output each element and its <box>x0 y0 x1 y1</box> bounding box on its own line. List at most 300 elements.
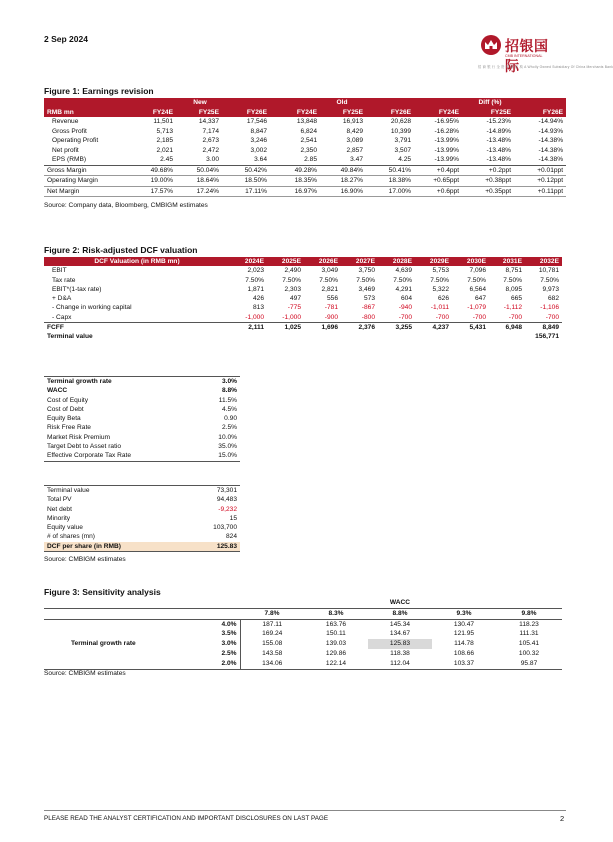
table-cell: 2,821 <box>321 285 338 293</box>
table-cell: 8.8% <box>221 387 237 395</box>
table-cell: 7.50% <box>356 276 375 284</box>
table-cell: 163.76 <box>304 619 368 629</box>
dcf-assumptions-wrap <box>44 376 240 462</box>
row-label: WACC <box>47 387 68 395</box>
table-row <box>44 619 562 629</box>
row-label: Gross Profit <box>52 127 87 135</box>
table-cell: 4,639 <box>395 267 412 275</box>
page-number: 2 <box>560 814 565 823</box>
table-cell: 2,111 <box>248 324 264 332</box>
table-row <box>44 514 240 523</box>
table-cell: 6,948 <box>505 324 522 332</box>
sensitivity-table <box>44 598 562 670</box>
figure2-table-wrap <box>44 257 562 342</box>
table-cell: 111.31 <box>519 630 539 638</box>
table-cell: 10,781 <box>538 267 559 275</box>
row-label: Equity value <box>47 524 83 532</box>
table-cell: 143.58 <box>262 649 283 657</box>
row-label: Total PV <box>47 496 72 504</box>
table-cell: 95.87 <box>496 659 562 669</box>
column-header: 2030E <box>452 257 489 266</box>
table-cell: 0.90 <box>224 415 237 423</box>
row-label: EPS (RMB) <box>44 155 130 165</box>
table-cell: 103.37 <box>432 659 496 669</box>
figure1-column-header-row <box>44 108 566 118</box>
table-cell: 1,871 <box>247 285 264 293</box>
table-cell: -1,079 <box>467 304 486 312</box>
table-cell: 134.06 <box>240 659 304 669</box>
wacc-value: 8.8% <box>368 608 432 619</box>
table-row <box>44 136 566 146</box>
column-header: FY26E <box>366 108 414 118</box>
table-cell: -700 <box>378 313 415 323</box>
row-label: Net Margin <box>44 186 130 197</box>
table-cell: 49.84% <box>320 165 366 176</box>
table-cell: 150.11 <box>326 630 346 638</box>
table-cell: -14.89% <box>486 127 512 135</box>
table-row <box>44 276 562 285</box>
table-cell: 3,002 <box>250 146 268 154</box>
table-cell: 118.23 <box>496 619 562 629</box>
table-row <box>44 659 562 669</box>
row-label: Net profit <box>52 146 79 154</box>
table-row <box>44 505 240 514</box>
table-row <box>44 176 566 187</box>
table-cell: +0.01ppt <box>514 165 566 176</box>
table-cell: +0.2ppt <box>462 165 514 176</box>
row-label: Market Risk Premium <box>47 433 111 441</box>
table-cell: 7.50% <box>282 276 301 284</box>
table-cell: 16.97% <box>270 186 320 197</box>
table-cell: -775 <box>287 304 301 312</box>
growth-rate-cell <box>44 649 240 659</box>
wacc-label-row <box>44 598 562 608</box>
table-row <box>44 532 240 541</box>
table-cell: 114.78 <box>454 640 474 648</box>
table-cell: 105.41 <box>518 640 540 648</box>
table-cell: 35.0% <box>218 443 237 451</box>
table-cell: 125.83 <box>368 639 432 649</box>
group-header-new: New <box>130 98 270 108</box>
table-cell: -13.48% <box>486 146 512 154</box>
table-cell: -700 <box>452 313 489 323</box>
table-cell: 8,751 <box>505 267 522 275</box>
table-cell: 10.0% <box>218 433 237 441</box>
table-row <box>44 414 240 423</box>
row-label: EBIT <box>52 267 67 275</box>
wacc-label: WACC <box>389 599 411 606</box>
table-cell: -1,000 <box>267 313 304 323</box>
column-header: FY26E <box>222 108 270 118</box>
table-cell: 3.00 <box>176 155 222 165</box>
wacc-value: 9.8% <box>496 608 562 619</box>
table-cell: 4,237 <box>432 324 449 332</box>
table-cell: 156,771 <box>535 333 559 341</box>
figure1-group-header-row <box>44 98 566 108</box>
table-row <box>44 423 240 432</box>
wacc-value: 7.8% <box>240 608 304 619</box>
growth-rate-value: 2.5% <box>221 649 237 657</box>
logo-text-cn: 招银国际 <box>505 39 549 75</box>
table-cell: 50.04% <box>176 165 222 176</box>
table-cell: 3,246 <box>250 137 268 144</box>
table-row <box>44 433 240 442</box>
earnings-revision-table <box>44 98 566 197</box>
table-cell: 2.45 <box>130 155 176 165</box>
column-header: 2032E <box>525 257 562 266</box>
growth-rate-cell <box>44 639 240 649</box>
table-cell: 3,255 <box>395 324 412 332</box>
row-label: + D&A <box>52 295 72 303</box>
table-row <box>44 405 240 414</box>
table-cell: -13.99% <box>434 146 460 154</box>
column-header: FY25E <box>176 108 222 118</box>
dcf-per-share-value: 125.83 <box>194 542 240 552</box>
table-cell: 18.27% <box>320 176 366 187</box>
table-cell: 18.35% <box>270 176 320 187</box>
table-cell: 18.38% <box>366 176 414 187</box>
table-cell: +0.12ppt <box>514 176 566 187</box>
table-cell: 4,291 <box>395 285 412 293</box>
table-cell: -14.93% <box>538 127 564 135</box>
column-header: 2029E <box>415 257 452 266</box>
table-cell: 15 <box>229 514 237 522</box>
table-cell: -1,106 <box>540 304 559 312</box>
table-cell: 7.50% <box>245 276 264 284</box>
table-cell: 100.32 <box>518 649 540 657</box>
table-cell: 2,490 <box>284 267 301 275</box>
table-cell: 626 <box>437 295 449 303</box>
table-cell: 5,431 <box>469 324 486 332</box>
table-cell: 6,564 <box>469 285 486 293</box>
growth-rate-cell <box>44 619 240 629</box>
table-cell: 7.50% <box>393 276 412 284</box>
table-cell: 17.57% <box>130 186 176 197</box>
dcf-equity-table <box>44 485 240 552</box>
report-date: 2 Sep 2024 <box>44 34 88 44</box>
table-cell: -1,112 <box>503 304 522 312</box>
footer-divider <box>44 810 566 811</box>
table-cell: -15.23% <box>486 118 512 125</box>
table-cell: +0.35ppt <box>462 186 514 197</box>
table-cell: 18.50% <box>222 176 270 187</box>
table-row <box>44 266 562 275</box>
table-row <box>44 629 562 639</box>
wacc-value: 8.3% <box>304 608 368 619</box>
wacc-values-row <box>44 608 562 619</box>
table-cell: -900 <box>304 313 341 323</box>
table-cell: 1,696 <box>321 324 338 332</box>
table-cell: 4.25 <box>366 155 414 165</box>
table-cell: 682 <box>547 295 559 303</box>
table-cell: 3,469 <box>358 285 375 293</box>
table-cell: 13,848 <box>296 118 318 125</box>
table-cell: -9,232 <box>218 505 237 513</box>
table-cell: 121.95 <box>453 630 475 638</box>
table-cell: 139.03 <box>325 640 347 648</box>
table-cell: 7.50% <box>540 276 559 284</box>
table-cell: 5,322 <box>432 285 449 293</box>
table-cell: 2,857 <box>346 146 364 154</box>
table-cell: 9,973 <box>542 285 559 293</box>
table-cell: -13.48% <box>486 137 512 144</box>
table-cell: -13.48% <box>462 155 514 165</box>
table-cell: 10,399 <box>390 127 412 135</box>
logo-tagline: 招 商 银 行 全 资 附 属 机 构 A Wholly Owned Subsidiary Of China Merchants Bank <box>478 65 613 69</box>
row-label: Terminal growth rate <box>44 377 194 387</box>
table-row <box>44 451 240 461</box>
row-label: DCF per share (in RMB) <box>44 542 194 552</box>
table-cell: 426 <box>252 295 264 303</box>
table-cell: 18.64% <box>176 176 222 187</box>
table-cell: -14.38% <box>538 146 564 154</box>
table-cell: 6,824 <box>300 127 318 135</box>
table-row <box>44 313 562 323</box>
column-header: FY25E <box>462 108 514 118</box>
table-cell: -16.95% <box>434 118 460 125</box>
dcf-equity-wrap <box>44 485 240 552</box>
dcf-valuation-table <box>44 257 562 342</box>
table-cell: 155.08 <box>262 640 283 648</box>
table-row <box>44 294 562 303</box>
table-cell: 2,376 <box>358 324 375 332</box>
table-cell: 3,507 <box>394 146 412 154</box>
column-header: FY26E <box>514 108 566 118</box>
growth-rate-cell <box>44 659 240 669</box>
table-cell: 2,185 <box>156 137 173 144</box>
table-cell: 15.0% <box>194 451 240 461</box>
table-cell: 4.5% <box>221 405 237 413</box>
footer-disclaimer: PLEASE READ THE ANALYST CERTIFICATION AND IMPORTANT DISCLOSURES ON LAST PAGE <box>44 815 329 822</box>
table-cell: 73,301 <box>194 486 240 496</box>
table-cell: -700 <box>489 313 525 323</box>
table-cell: -1,000 <box>230 313 267 323</box>
row-label: Equity Beta <box>47 415 81 423</box>
figure3-source: Source: CMBIGM estimates <box>44 670 126 677</box>
table-cell: 134.67 <box>389 630 411 638</box>
table-cell: +0.65ppt <box>414 176 462 187</box>
table-cell: 8,429 <box>346 127 364 135</box>
dcf-header-title: DCF Valuation (in RMB mn) <box>44 257 230 266</box>
figure1-source: Source: Company data, Bloomberg, CMBIGM estimates <box>44 202 208 209</box>
column-header: 2028E <box>378 257 415 266</box>
table-row <box>44 486 240 496</box>
table-cell: -14.38% <box>538 137 564 144</box>
table-cell: 3,791 <box>394 137 412 144</box>
table-cell: 129.86 <box>325 649 347 657</box>
table-cell: 3.0% <box>194 377 240 387</box>
figure1-title: Figure 1: Earnings revision <box>44 86 154 96</box>
table-cell: -800 <box>341 313 378 323</box>
table-row <box>44 396 240 405</box>
table-cell: -1,011 <box>430 304 449 312</box>
table-cell: 2,541 <box>300 137 318 144</box>
table-cell: -700 <box>525 313 562 323</box>
table-cell: 2.85 <box>270 155 320 165</box>
table-cell: 17,546 <box>246 118 268 125</box>
row-label: - Change in working capital <box>52 304 132 312</box>
table-row <box>44 155 566 165</box>
growth-rate-label: Terminal growth rate <box>71 640 136 648</box>
table-cell: 3,049 <box>321 267 338 275</box>
table-cell: 169.24 <box>262 630 283 638</box>
row-label: Target Debt to Asset ratio <box>47 443 122 451</box>
table-cell: 3.64 <box>222 155 270 165</box>
table-row <box>44 649 562 659</box>
table-cell: 3,750 <box>358 267 375 275</box>
table-cell: 7,174 <box>202 127 219 135</box>
table-cell: -867 <box>361 304 375 312</box>
table-cell: 19.00% <box>130 176 176 187</box>
row-label: # of shares (mn) <box>47 533 96 541</box>
growth-rate-value: 3.0% <box>221 640 237 648</box>
logo-text-en: CMB INTERNATIONAL <box>505 54 543 58</box>
table-cell: 16,913 <box>342 118 364 125</box>
growth-rate-value: 2.0% <box>221 659 237 667</box>
table-cell: 813 <box>252 304 264 312</box>
table-cell: 122.14 <box>304 659 368 669</box>
table-row <box>44 442 240 451</box>
dcf-header-row <box>44 257 562 266</box>
table-cell: 145.34 <box>368 619 432 629</box>
table-cell: 7.50% <box>319 276 338 284</box>
column-header: 2025E <box>267 257 304 266</box>
table-cell: 17.00% <box>366 186 414 197</box>
table-cell: 3,089 <box>346 137 364 144</box>
table-row <box>44 285 562 294</box>
table-row <box>44 495 240 504</box>
column-header: 2027E <box>341 257 378 266</box>
column-header: FY24E <box>270 108 320 118</box>
table-cell: 187.11 <box>240 619 304 629</box>
wacc-value: 9.3% <box>432 608 496 619</box>
table-cell: -14.38% <box>514 155 566 165</box>
table-cell: +0.6ppt <box>414 186 462 197</box>
table-cell: 2,021 <box>156 146 173 154</box>
dcf-per-share-row <box>44 542 240 552</box>
fcff-row <box>44 323 562 333</box>
table-row <box>44 146 566 156</box>
table-cell: 14,337 <box>198 118 219 125</box>
table-cell: 1,025 <box>284 324 301 332</box>
row-label: Cost of Debt <box>47 405 84 413</box>
table-cell: 5,753 <box>432 267 449 275</box>
row-label: Minority <box>47 514 71 522</box>
column-header: RMB mn <box>44 108 130 118</box>
table-cell: 11.5% <box>218 396 237 404</box>
table-cell: 604 <box>400 295 412 303</box>
row-label: Cost of Equity <box>47 396 89 404</box>
table-cell: 7,096 <box>469 267 486 275</box>
table-row <box>44 523 240 532</box>
row-label: Effective Corporate Tax Rate <box>44 451 194 461</box>
cmb-logo-icon <box>480 34 502 56</box>
table-row <box>44 386 240 395</box>
table-cell: -940 <box>398 304 412 312</box>
row-label: Gross Margin <box>44 165 130 176</box>
table-cell: 94,483 <box>216 496 237 504</box>
column-header: FY24E <box>130 108 176 118</box>
column-header: 2026E <box>304 257 341 266</box>
table-cell: +0.38ppt <box>462 176 514 187</box>
growth-rate-value: 3.5% <box>221 630 237 638</box>
row-label: Terminal value <box>44 486 194 496</box>
group-header-old: Old <box>270 98 414 108</box>
table-cell: 16.90% <box>320 186 366 197</box>
table-cell: 17.24% <box>176 186 222 197</box>
table-cell: -700 <box>415 313 452 323</box>
figure3-title: Figure 3: Sensitivity analysis <box>44 587 161 597</box>
table-cell: 8,847 <box>250 127 268 135</box>
table-cell: 7.50% <box>467 276 486 284</box>
figure2-title: Figure 2: Risk-adjusted DCF valuation <box>44 245 198 255</box>
table-cell: -13.99% <box>414 155 462 165</box>
table-cell: +0.11ppt <box>514 186 566 197</box>
table-cell: 49.28% <box>270 165 320 176</box>
table-cell: 118.38 <box>390 649 410 657</box>
row-label: Tax rate <box>52 276 76 284</box>
table-cell: 573 <box>363 295 375 303</box>
table-cell: -16.28% <box>434 127 460 135</box>
table-cell: 824 <box>225 533 237 541</box>
table-cell: -13.99% <box>434 137 460 144</box>
table-cell: 108.66 <box>453 649 475 657</box>
table-cell: 112.04 <box>368 659 432 669</box>
table-row <box>44 165 566 176</box>
table-cell: 20,628 <box>390 118 412 125</box>
table-cell: -781 <box>324 304 338 312</box>
table-cell: 50.42% <box>222 165 270 176</box>
table-cell: 2,472 <box>202 146 219 154</box>
table-cell: 665 <box>510 295 522 303</box>
table-cell: -14.94% <box>538 118 564 125</box>
table-cell: 50.41% <box>366 165 414 176</box>
table-cell: 11,501 <box>153 118 173 125</box>
table-cell: 2,303 <box>284 285 301 293</box>
row-label: Net debt <box>47 505 72 513</box>
table-cell: 7.50% <box>430 276 449 284</box>
table-row <box>44 303 562 312</box>
column-header: FY24E <box>414 108 462 118</box>
row-label: FCFF <box>47 324 64 332</box>
table-row <box>44 117 566 127</box>
row-label: Terminal value <box>47 333 93 341</box>
table-cell: +0.4ppt <box>414 165 462 176</box>
table-cell: 8,849 <box>542 324 559 332</box>
column-header: 2031E <box>489 257 525 266</box>
table-cell: 49.68% <box>130 165 176 176</box>
table-cell: 3.47 <box>320 155 366 165</box>
table-row <box>44 639 562 649</box>
table-cell: 8,095 <box>505 285 522 293</box>
row-label: Operating Margin <box>44 176 130 187</box>
row-label: Risk Free Rate <box>47 424 91 432</box>
column-header: 2024E <box>230 257 267 266</box>
row-label: Operating Profit <box>52 137 99 144</box>
dcf-assumptions-table <box>44 376 240 462</box>
table-cell: 2.5% <box>221 424 237 432</box>
figure2-source: Source: CMBIGM estimates <box>44 556 126 563</box>
table-cell: 7.50% <box>503 276 522 284</box>
terminal-value-row <box>44 332 562 341</box>
table-cell: 556 <box>326 295 338 303</box>
row-label: Revenue <box>52 118 79 125</box>
row-label: EBIT*(1-tax rate) <box>52 285 102 293</box>
table-cell: 17.11% <box>222 186 270 197</box>
table-row <box>44 186 566 197</box>
table-row <box>44 377 240 387</box>
table-cell: 130.47 <box>432 619 496 629</box>
